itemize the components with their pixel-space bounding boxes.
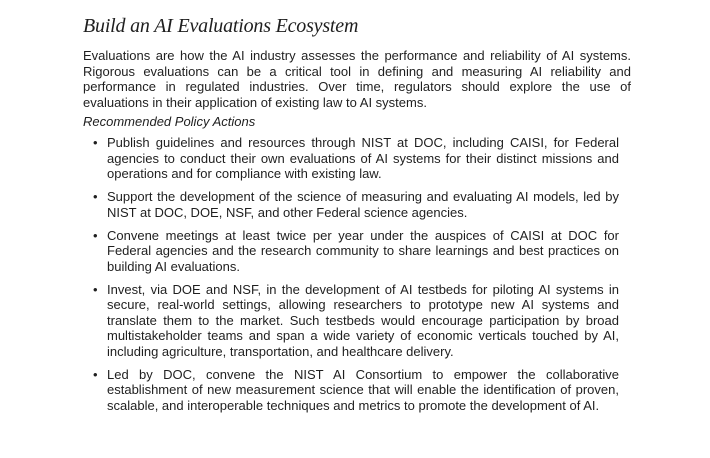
policy-actions-list (83, 135, 619, 413)
policy-action-text: Support the development of the science of measuring and evaluating AI models, led by NIST at DOC, DOE, NSF, and other Federal science agencies. (107, 189, 619, 220)
policy-action-item (93, 189, 619, 220)
bullet-icon: • (93, 281, 98, 297)
intro-paragraph: Evaluations are how the AI industry assesses the performance and reliability of AI systems. Rigorous evaluations can be a critical tool in defining and measuring AI reliability and performance in regulated industries. Over time, regulators should explore the use of evaluations in their application of existing law to AI systems. (83, 48, 631, 110)
policy-action-item (93, 281, 619, 360)
bullet-icon: • (93, 189, 98, 205)
policy-action-text: Convene meetings at least twice per year under the auspices of CAISI at DOC for Federal agencies and the research community to share learnings and best practices on building AI evaluations. (107, 227, 619, 274)
policy-action-item (93, 227, 619, 275)
section-title: Build an AI Evaluations Ecosystem (83, 15, 359, 37)
document-page (83, 14, 631, 421)
policy-action-text: Publish guidelines and resources through NIST at DOC, including CAISI, for Federal agencies to conduct their own evaluations of AI systems for their distinct missions and operations and for compliance with existing law. (107, 135, 619, 182)
policy-action-text: Invest, via DOE and NSF, in the development of AI testbeds for piloting AI systems in secure, real-world settings, allowing researchers to prototype new AI systems and translate them to the market. Such testbeds would encourage participation by broad multistakeholder teams and span a wide variety of economic verticals touched by AI, including agriculture, transportation, and healthcare delivery. (107, 281, 619, 359)
bullet-icon: • (93, 135, 98, 151)
actions-heading: Recommended Policy Actions (83, 114, 256, 130)
policy-action-item (93, 366, 619, 414)
policy-action-item (93, 135, 619, 182)
bullet-icon: • (93, 366, 98, 382)
policy-action-text: Led by DOC, convene the NIST AI Consortium to empower the collaborative establishment of new measurement science that will enable the identification of proven, scalable, and interoperable techniques and metrics to promote the development of AI. (107, 366, 619, 413)
bullet-icon: • (93, 227, 98, 243)
